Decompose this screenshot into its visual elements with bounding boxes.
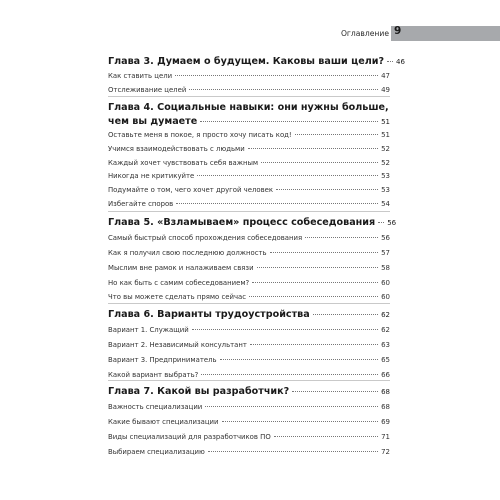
toc-item[interactable] [108,263,390,273]
chapter-5-item-3 [108,278,390,288]
leader-dots [250,344,378,345]
leader-dots [205,406,378,407]
leader-dots [189,89,378,90]
toc-item[interactable] [108,325,390,335]
toc-item[interactable] [108,370,390,380]
toc-item[interactable] [108,130,390,140]
toc-item-label: Но как быть с самим собеседованием? [108,279,250,287]
leader-dots [274,436,378,437]
chapter-5-item-2 [108,263,390,273]
chapter-divider [108,211,390,212]
toc-item-label: Никогда не критикуйте [108,172,195,180]
chapter-3-items [108,71,390,81]
toc-item-page: 52 [381,145,390,153]
leader-dots [175,75,378,76]
toc-item-page: 56 [381,234,390,242]
chapter-4 [108,102,389,115]
toc-item-page: 53 [381,172,390,180]
toc-item-page: 69 [381,418,390,426]
chapter-divider [108,303,390,304]
leader-dots [176,203,378,204]
toc-item-page: 52 [381,159,390,167]
toc-item-label: Отслеживание целей [108,86,187,94]
toc-item-page: 53 [381,186,390,194]
toc-item[interactable] [108,85,390,95]
toc-item[interactable] [108,171,390,181]
toc-item[interactable] [108,355,390,365]
chapter-page: 68 [381,388,390,396]
chapter-5-item-1 [108,248,390,258]
chapter-7-item-1 [108,417,390,427]
chapter-6-item-3 [108,370,390,380]
toc-item[interactable] [108,432,390,442]
chapter-title[interactable] [108,56,405,69]
page-number-tab [391,26,500,41]
leader-dots [257,267,379,268]
toc-item-label: Мыслим вне рамок и налаживаем связи [108,264,254,272]
leader-dots [378,222,384,223]
chapter-4-item-4 [108,185,390,195]
chapter-5 [108,217,397,230]
toc-item-page: 63 [381,341,390,349]
chapter-4-item-3 [108,171,390,181]
chapter-5-item-4 [108,292,390,302]
toc-item[interactable] [108,233,390,243]
leader-dots [201,374,378,375]
leader-dots [313,314,378,315]
chapter-4-line2 [108,116,390,129]
leader-dots [249,296,378,297]
toc-item[interactable] [108,417,390,427]
chapter-6-item-1 [108,340,390,350]
toc-item[interactable] [108,185,390,195]
toc-item-page: 60 [381,293,390,301]
leader-dots [305,237,378,238]
toc-item-label: Выбираем специализацию [108,448,205,456]
chapter-7-item-0 [108,402,390,412]
chapter-title[interactable] [108,217,397,230]
chapter-title-text: чем вы думаете [108,116,198,127]
leader-dots [252,282,378,283]
toc-item-page: 49 [381,86,390,94]
chapter-3-items-b [108,85,390,95]
toc-item[interactable] [108,199,390,209]
chapter-4-item-5 [108,199,390,209]
toc-item-label: Каждый хочет чувствовать себя важным [108,159,259,167]
toc-item-page: 65 [381,356,390,364]
toc-item-label: Как я получил свою последнюю должность [108,249,267,257]
toc-item-page: 57 [381,249,390,257]
toc-item[interactable] [108,278,390,288]
toc-item[interactable] [108,158,390,168]
chapter-page: 51 [381,118,390,126]
toc-item-label: Оставьте меня в покое, я просто хочу писать код! [108,131,292,139]
toc-item-label: Вариант 1. Служащий [108,326,189,334]
chapter-5-item-0 [108,233,390,243]
chapter-6-item-2 [108,355,390,365]
toc-item-label: Что вы можете сделать прямо сейчас [108,293,247,301]
chapter-title-text: Глава 6. Варианты трудоустройства [108,309,310,320]
leader-dots [261,162,378,163]
chapter-divider [108,96,390,97]
toc-item-page: 66 [381,371,390,379]
chapter-3 [108,56,405,69]
toc-item-label: Как ставить цели [108,72,173,80]
chapter-title[interactable] [108,309,390,322]
toc-item-label: Вариант 3. Предприниматель [108,356,217,364]
page-number: 9 [394,25,402,37]
chapter-title[interactable] [108,116,390,129]
chapter-6 [108,309,390,322]
leader-dots [276,189,378,190]
chapter-7-item-2 [108,432,390,442]
toc-item-page: 51 [381,131,390,139]
leader-dots [387,61,393,62]
chapter-page: 56 [387,219,397,227]
toc-item[interactable] [108,248,390,258]
toc-item-label: Какие бывают специализации [108,418,219,426]
toc-item[interactable] [108,447,390,457]
leader-dots [292,391,378,392]
chapter-title-text: Глава 7. Какой вы разработчик? [108,386,290,397]
leader-dots [197,175,378,176]
leader-dots [270,252,378,253]
chapter-4-item-0 [108,130,390,140]
leader-dots [248,148,378,149]
toc-item[interactable] [108,144,390,154]
toc-item-page: 68 [381,403,390,411]
toc-item-page: 58 [381,264,390,272]
toc-item[interactable] [108,402,390,412]
toc-item-label: Подумайте о том, чего хочет другой человек [108,186,274,194]
page-header [0,0,500,50]
chapter-title-text: Глава 3. Думаем о будущем. Каковы ваши цели? [108,56,385,67]
toc-item-label: Избегайте споров [108,200,174,208]
chapter-page: 46 [396,58,405,66]
toc-item-page: 54 [381,200,390,208]
toc-item-label: Самый быстрый способ прохождения собеседования [108,234,303,242]
toc-item[interactable] [108,292,390,302]
toc-item-label: Важность специализации [108,403,203,411]
toc-item-page: 60 [381,279,390,287]
leader-dots [220,359,379,360]
chapter-divider [108,380,390,381]
chapter-7-item-3 [108,447,390,457]
toc-item[interactable] [108,71,390,81]
toc-item-label: Учимся взаимодействовать с людьми [108,145,245,153]
leader-dots [200,121,378,122]
chapter-title-line1[interactable]: Глава 4. Социальные навыки: они нужны больше, [108,102,389,113]
leader-dots [208,451,378,452]
leader-dots [295,134,378,135]
chapter-4-item-1 [108,144,390,154]
chapter-6-item-0 [108,325,390,335]
leader-dots [222,421,379,422]
toc-item-page: 71 [381,433,390,441]
toc-item-label: Виды специализаций для разработчиков ПО [108,433,271,441]
toc-item-label: Вариант 2. Независимый консультант [108,341,247,349]
chapter-title-text: Глава 5. «Взламываем» процесс собеседования [108,217,376,228]
chapter-4-item-2 [108,158,390,168]
chapter-title[interactable] [108,386,390,399]
toc-item-page: 47 [381,72,390,80]
chapter-7 [108,386,390,399]
toc-item-page: 72 [381,448,390,456]
toc-item[interactable] [108,340,390,350]
leader-dots [192,329,378,330]
toc-item-label: Какой вариант выбрать? [108,371,199,379]
toc-item-page: 62 [381,326,390,334]
chapter-page: 62 [381,311,390,319]
running-header-title: Оглавление [340,29,389,38]
